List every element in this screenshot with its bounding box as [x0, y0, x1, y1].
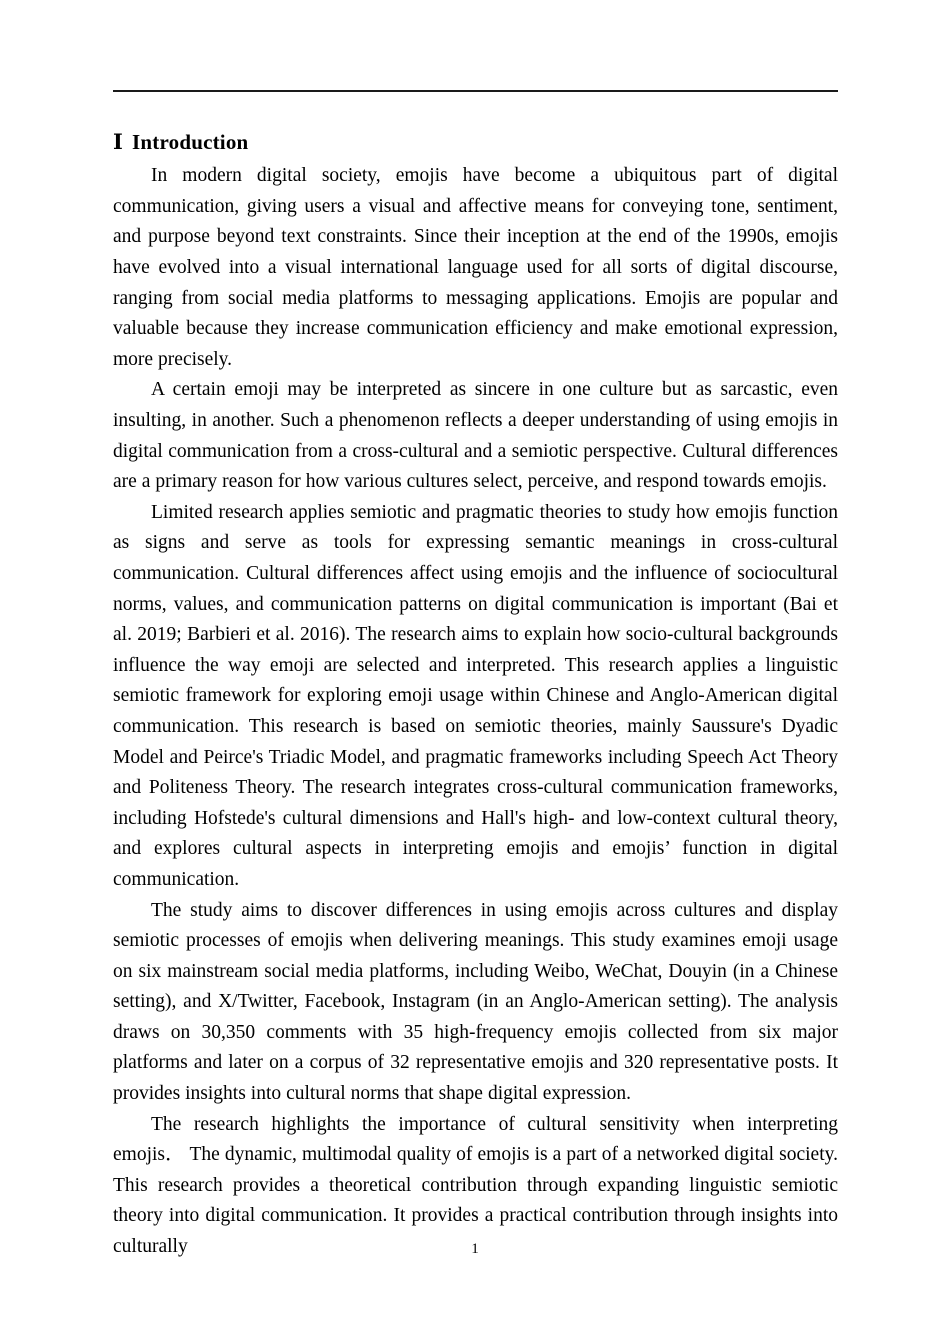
paragraph-emojis-ubiquitous: In modern digital society, emojis have become a ubiquitous part of digital communication, giving users a visual and affective means for conveying tone, sentiment, and purpose beyond text constraints. Since their inception at the end of the 1990s, emojis have evolved into a visual international language used for all sorts of digital discourse, ranging from social media platforms to messaging applications. Emojis are popular and valuable because they increase communication efficiency and make emotional expression, more precisely. [113, 165, 838, 370]
paragraph-cultural-sensitivity: The research highlights the importance of cultural sensitivity when interpreting emojis． The dynamic, multimodal quality of emojis is a part of a networked digital society. This research provides a theoretical contribution through expanding linguistic semiotic theory into digital communication. It provides a practical contribution through insights into culturally [113, 1113, 838, 1258]
paragraph-limited-research: Limited research applies semiotic and pragmatic theories to study how emojis function as signs and serve as tools for expressing semantic meanings in cross-cultural communication. Cultural differences affect using emojis and the influence of sociocultural norms, values, and communication patterns on digital communication is important (Bai et al. 2019; Barbieri et al. 2016). The research aims to explain how socio-cultural backgrounds influence the way emoji are selected and interpreted. This research applies a linguistic semiotic framework for exploring emoji usage within Chinese and Anglo-American digital communication. This research is based on semiotic theories, mainly Saussure's Dyadic Model and Peirce's Triadic Model, and pragmatic frameworks including Speech Act Theory and Politeness Theory. The research integrates cross-cultural communication frameworks, including Hofstede's cultural dimensions and Hall's high- and low-context cultural theory, and explores cultural aspects in interpreting emojis and emojis’ function in digital communication. [113, 501, 838, 890]
paragraph-study-aims: The study aims to discover differences in using emojis across cultures and display semiotic processes of emojis when delivering meanings. This study examines emoji usage on six mainstream social media platforms, including Weibo, WeChat, Douyin (in a Chinese setting), and X/Twitter, Facebook, Instagram (in an Anglo-American setting). The analysis draws on 30,350 comments with 35 high-frequency emojis collected from six major platforms and later on a corpus of 32 representative emojis and 320 representative posts. It provides insights into cultural norms that shape digital expression. [113, 899, 838, 1105]
paragraph-cultural-interpretation: A certain emoji may be interpreted as sincere in one culture but as sarcastic, even insulting, in another. Such a phenomenon reflects a deeper understanding of using emojis in digital communication from a cross-cultural and a semiotic perspective. Cultural differences are a primary reason for how various cultures select, perceive, and respond towards emojis. [113, 379, 838, 493]
page-number: 1 [471, 1241, 479, 1257]
page-body [113, 129, 838, 1263]
section-numeral: Ⅰ [113, 130, 124, 154]
page-title [113, 129, 838, 155]
header-rule [113, 90, 838, 92]
section-title-text: Introduction [132, 130, 249, 154]
